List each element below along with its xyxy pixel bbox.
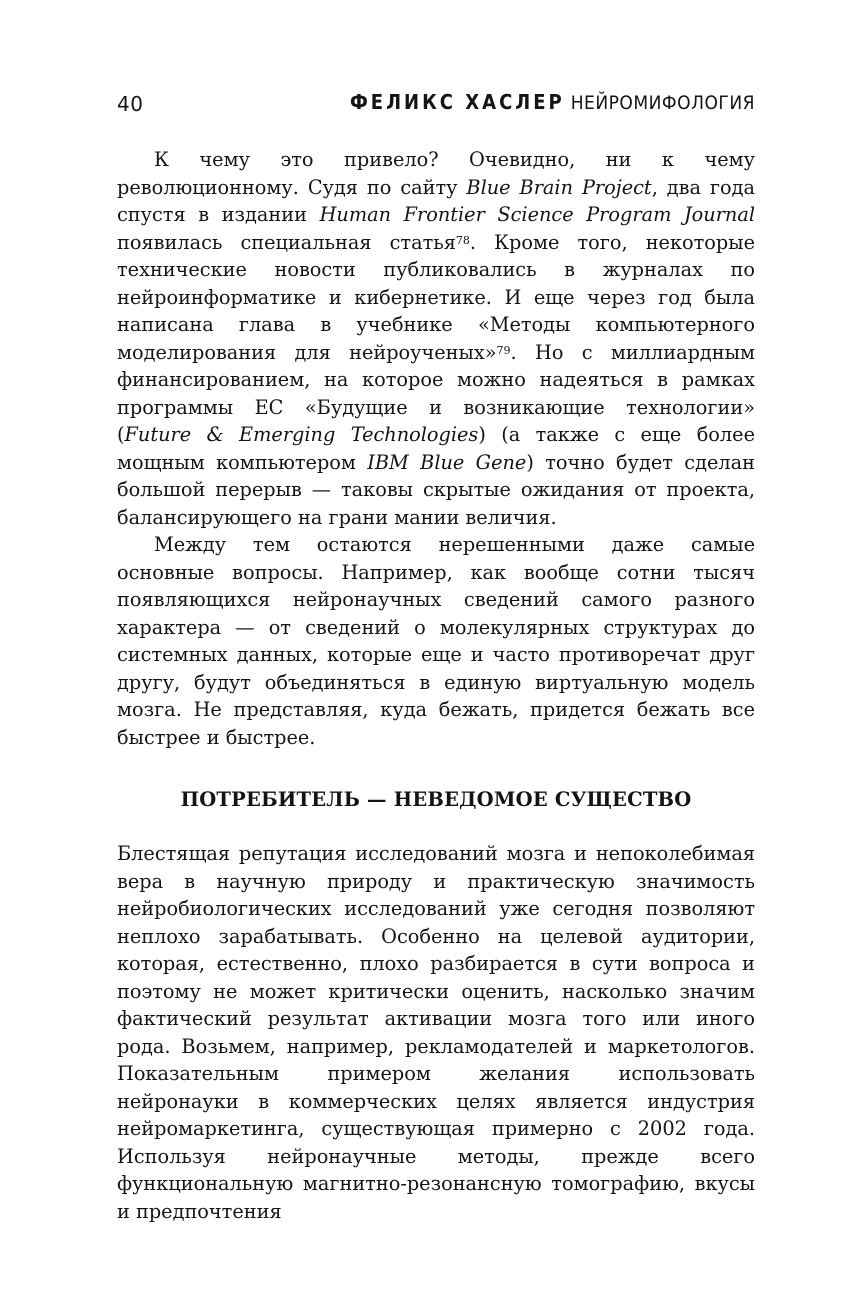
text-run: . Но с миллиардным финансированием, на которое можно надеяться в рамках программы ЕС «Будущие и возникающие технологии» ( xyxy=(117,340,755,446)
section-heading: ПОТРЕБИТЕЛЬ — НЕВЕДОМОЕ СУЩЕСТВО xyxy=(180,788,692,811)
italic-computer-name: IBM Blue Gene xyxy=(367,450,527,474)
italic-title-blue-brain-project: Blue Brain Project xyxy=(466,175,652,199)
book-title: НЕЙРОМИФОЛОГИЯ xyxy=(570,92,755,114)
text-run: . Кроме того, некоторые технические новости публиковались в журналах по нейроинформатике и кибернетике. И еще через год была написана глава в учебнике «Методы компьютерного моделирования для нейроученых» xyxy=(117,230,755,364)
text-run: К чему это привело? Очевидно, ни к чему революционному. Судя по сайту xyxy=(117,148,755,199)
footnote-ref-78: 78 xyxy=(455,233,470,247)
page-header xyxy=(117,90,755,124)
author-name: ФЕЛИКС ХАСЛЕР xyxy=(349,90,565,114)
page-number: 40 xyxy=(117,92,144,116)
text-run: появилась специальная статья xyxy=(117,230,456,254)
body-text xyxy=(117,146,755,1225)
paragraph-1 xyxy=(117,146,755,531)
footnote-ref-79: 79 xyxy=(496,343,511,357)
italic-program-title: Future & Emerging Technologies xyxy=(124,423,479,446)
paragraph-3: Блестящая репутация исследований мозга и непоколебимая вера в научную природу и практическую значимость нейробиологических исследований уже сегодня позволяют неплохо зарабатывать. Особенно на целевой аудитории, которая, естественно, плохо разбирается в сути вопроса и поэтому не может критически оценить, насколько значим фактический результат активации мозга того или иного рода. Возьмем, например, рекламодателей и маркетологов. Показательным примером желания использовать нейронауки в коммерческих целях является индустрия нейромаркетинга, существующая примерно с 2002 года. Используя нейронаучные методы, прежде всего функциональную магнитно-резонансную томографию, вкусы и предпочтения xyxy=(117,842,755,1223)
paragraph-2: Между тем остаются нерешенными даже самые основные вопросы. Например, как вообще сотни тысяч появляющихся нейронаучных сведений самого разного характера — от сведений о молекулярных структурах до системных данных, которые еще и часто противоречат друг другу, будут объединяться в единую виртуальную модель мозга. Не представляя, куда бежать, придется бежать все быстрее и быстрее. xyxy=(117,533,755,749)
text-run: , два года спустя в издании xyxy=(117,175,756,226)
running-head xyxy=(350,90,755,114)
text-run: ) точно будет сделан большой перерыв — таковы скрытые ожидания от проекта, балансирующего на грани мании величия. xyxy=(117,450,755,529)
italic-journal-title: Human Frontier Science Program Journal xyxy=(319,203,756,226)
text-run: ) (а также с еще более мощным компьютером xyxy=(117,423,755,474)
